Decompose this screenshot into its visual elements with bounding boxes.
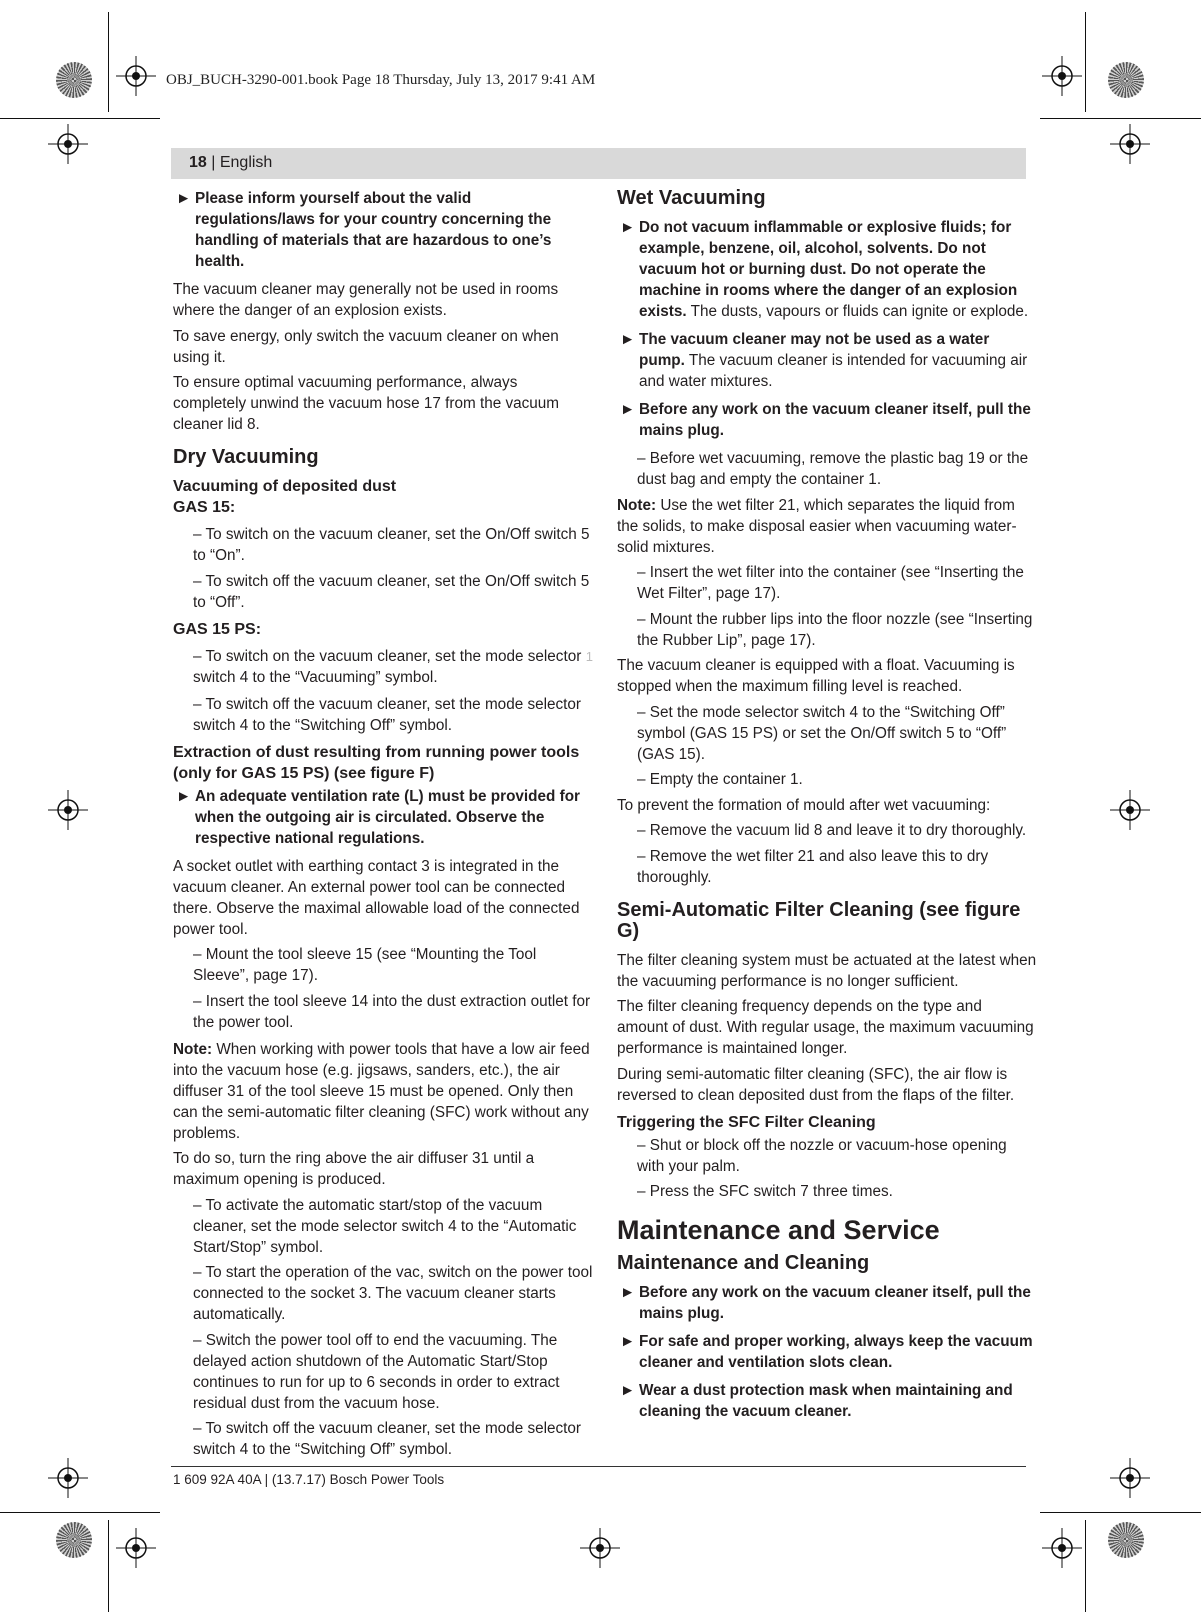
warning-item: ► Before any work on the vacuum cleaner itself, pull the mains plug.	[620, 401, 1031, 439]
crop-mark	[1085, 1520, 1086, 1612]
list-item: – Shut or block off the nozzle or vacuum-hose opening with your palm.	[637, 1136, 1007, 1175]
vacuuming-mode-icon: 1	[585, 648, 593, 664]
color-bar-icon	[1108, 62, 1144, 98]
list-item: 1 – To switch on the vacuum cleaner, set the mode selector switch 4 to the “Vacuuming” symbol.	[193, 647, 593, 686]
subsection-heading: Extraction of dust resulting from running power tools (only for GAS 15 PS) (see figure F)	[173, 743, 580, 782]
crop-mark	[108, 12, 109, 112]
warning-marker-icon: ►	[620, 1382, 636, 1399]
registration-mark-icon	[1110, 124, 1150, 164]
print-slug: OBJ_BUCH-3290-001.book Page 18 Thursday, July 13, 2017 9:41 AM	[166, 72, 596, 88]
subsection-heading: Vacuuming of deposited dust	[173, 478, 397, 495]
warning-item: ► An adequate ventilation rate (L) must be provided for when the outgoing air is circulated. Observe the respective national regulations.	[176, 787, 581, 847]
subsection-heading: Triggering the SFC Filter Cleaning	[617, 1113, 876, 1131]
color-bar-icon	[56, 62, 92, 98]
list-item: – Press the SFC switch 7 three times.	[637, 1183, 893, 1200]
section-heading: Dry Vacuuming	[173, 446, 319, 468]
crop-mark	[1040, 118, 1201, 119]
right-column	[617, 188, 1037, 1429]
color-bar-icon	[56, 1522, 92, 1558]
paragraph: The vacuum cleaner is equipped with a float. Vacuuming is stopped when the maximum filling level is reached.	[617, 657, 1015, 695]
list-item: – To switch off the vacuum cleaner, set the mode selector switch 4 to the “Switching Off” symbol.	[193, 695, 582, 734]
registration-mark-icon	[48, 124, 88, 164]
warning-item: ► The vacuum cleaner may not be used as a water pump. The vacuum cleaner is intended for vacuuming air and water mixtures.	[620, 331, 1028, 390]
list-item: – Remove the vacuum lid 8 and leave it to dry thoroughly.	[637, 822, 1027, 839]
page-number: 18	[189, 154, 207, 171]
color-bar-icon	[1108, 1522, 1144, 1558]
warning-item: ► Before any work on the vacuum cleaner itself, pull the mains plug.	[620, 1284, 1031, 1322]
list-item: – Insert the wet filter into the container (see “Inserting the Wet Filter”, page 17).	[637, 564, 1024, 602]
registration-mark-icon	[116, 1528, 156, 1568]
list-item: – Mount the rubber lips into the floor nozzle (see “Inserting the Rubber Lip”, page 17).	[637, 610, 1033, 649]
warning-marker-icon: ►	[620, 219, 636, 236]
list-item: – To switch off the vacuum cleaner, set the mode selector switch 4 to the “Switching Off” symbol.	[193, 1420, 582, 1458]
note-label: Note:	[173, 1040, 213, 1058]
list-item: – Mount the tool sleeve 15 (see “Mounting the Tool Sleeve”, page 17).	[193, 946, 537, 984]
warning-item: ► Wear a dust protection mask when maintaining and cleaning the vacuum cleaner.	[620, 1382, 1013, 1420]
list-item: – Switch the power tool off to end the vacuuming. The delayed action shutdown of the Automatic Start/Stop continues to run for up to 6 seconds in order to extract residual dust from the vacuum hose.	[193, 1331, 560, 1412]
warning-item: ► For safe and proper working, always keep the vacuum cleaner and ventilation slots clean.	[620, 1333, 1033, 1371]
warning-marker-icon: ►	[620, 1284, 636, 1301]
registration-mark-icon	[116, 56, 156, 96]
list-item: – Remove the wet filter 21 and also leave this to dry thoroughly.	[637, 847, 989, 886]
paragraph: The filter cleaning frequency depends on the type and amount of dust. With regular usage, the maximum vacuuming performance is maintained longer.	[617, 998, 1034, 1057]
list-item: – To switch off the vacuum cleaner, set the On/Off switch 5 to “Off”.	[193, 572, 590, 611]
section-heading: Maintenance and Cleaning	[617, 1252, 870, 1274]
paragraph: The vacuum cleaner may generally not be used in rooms where the danger of an explosion exists.	[173, 281, 559, 319]
note: Note: When working with power tools that have a low air feed into the vacuum hose (e.g. jigsaws, sanders, etc.), the air diffuser 31 of the tool sleeve 15 must be opened. Only then can the semi-automatic filter cleaning (SFC) work without any problems.	[173, 1040, 590, 1142]
paragraph: To ensure optimal vacuuming performance, always completely unwind the vacuum hose 17 from the vacuum cleaner lid 8.	[173, 374, 560, 433]
registration-mark-icon	[1110, 1458, 1150, 1498]
registration-mark-icon	[1042, 1528, 1082, 1568]
section-heading: Wet Vacuuming	[617, 187, 766, 209]
crop-mark	[0, 1512, 160, 1513]
crop-mark	[1040, 1512, 1201, 1513]
list-item: – To start the operation of the vac, switch on the power tool connected to the socket 3. The vacuum cleaner starts automatically.	[193, 1264, 593, 1323]
model-heading: GAS 15:	[173, 499, 236, 516]
header-separator: |	[206, 154, 220, 171]
paragraph: To save energy, only switch the vacuum cleaner on when using it.	[173, 327, 559, 366]
warning-marker-icon: ►	[176, 190, 192, 207]
list-item: – Before wet vacuuming, remove the plastic bag 19 or the dust bag and empty the container 1.	[637, 450, 1029, 488]
warning-marker-icon: ►	[620, 401, 636, 418]
page-header-band	[171, 148, 1026, 179]
crop-mark	[1085, 12, 1086, 112]
page-language: English	[219, 154, 273, 171]
left-column	[173, 188, 593, 1465]
list-item: – Set the mode selector switch 4 to the “Switching Off” symbol (GAS 15 PS) or set the On/Off switch 5 to “Off” (GAS 15).	[637, 703, 1007, 763]
section-heading: Semi-Automatic Filter Cleaning (see figure G)	[617, 898, 1021, 942]
list-item: – Empty the container 1.	[637, 771, 803, 788]
warning-marker-icon: ►	[620, 1333, 636, 1350]
warning-marker-icon: ►	[620, 331, 636, 348]
note: Note: Use the wet filter 21, which separates the liquid from the solids, to make disposal easier when vacuuming water-solid mixtures.	[617, 496, 1017, 556]
paragraph: To prevent the formation of mould after wet vacuuming:	[617, 796, 991, 814]
page-footer: 1 609 92A 40A | (13.7.17) Bosch Power Tools	[173, 1472, 445, 1487]
paragraph: To do so, turn the ring above the air diffuser 31 until a maximum opening is produced.	[173, 1150, 535, 1188]
warning-item: ► Do not vacuum inflammable or explosive fluids; for example, benzene, oil, alcohol, solvents. Do not vacuum hot or burning dust. Do not operate the machine in rooms where the danger of an explosion exists. The dusts, vapours or fluids can ignite or explode.	[620, 219, 1029, 320]
paragraph: During semi-automatic filter cleaning (SFC), the air flow is reversed to clean deposited dust from the flaps of the filter.	[617, 1065, 1015, 1104]
warning-item: ► Please inform yourself about the valid regulations/laws for your country concerning the handling of materials that are hazardous to one’s health.	[176, 190, 552, 270]
registration-mark-icon	[48, 790, 88, 830]
footer-rule	[171, 1466, 1026, 1467]
chapter-heading: Maintenance and Service	[617, 1215, 940, 1245]
crop-mark	[0, 118, 160, 119]
crop-mark	[108, 1520, 109, 1612]
registration-mark-icon	[48, 1458, 88, 1498]
registration-mark-icon	[580, 1528, 620, 1568]
note-label: Note:	[617, 496, 657, 514]
registration-mark-icon	[1110, 790, 1150, 830]
paragraph: The filter cleaning system must be actuated at the latest when the vacuuming performance is no longer sufficient.	[617, 951, 1037, 990]
paragraph: A socket outlet with earthing contact 3 is integrated in the vacuum cleaner. An external power tool can be connected there. Observe the maximal allowable load of the connected power tool.	[173, 857, 580, 938]
model-heading: GAS 15 PS:	[173, 620, 262, 638]
list-item: – To switch on the vacuum cleaner, set the On/Off switch 5 to “On”.	[193, 526, 590, 564]
warning-marker-icon: ►	[176, 787, 192, 805]
list-item: – To activate the automatic start/stop of the vacuum cleaner, set the mode selector switch 4 to the “Automatic Start/Stop” symbol.	[193, 1196, 577, 1256]
page-header	[189, 154, 272, 172]
list-item: – Insert the tool sleeve 14 into the dust extraction outlet for the power tool.	[193, 992, 591, 1031]
registration-mark-icon	[1042, 56, 1082, 96]
